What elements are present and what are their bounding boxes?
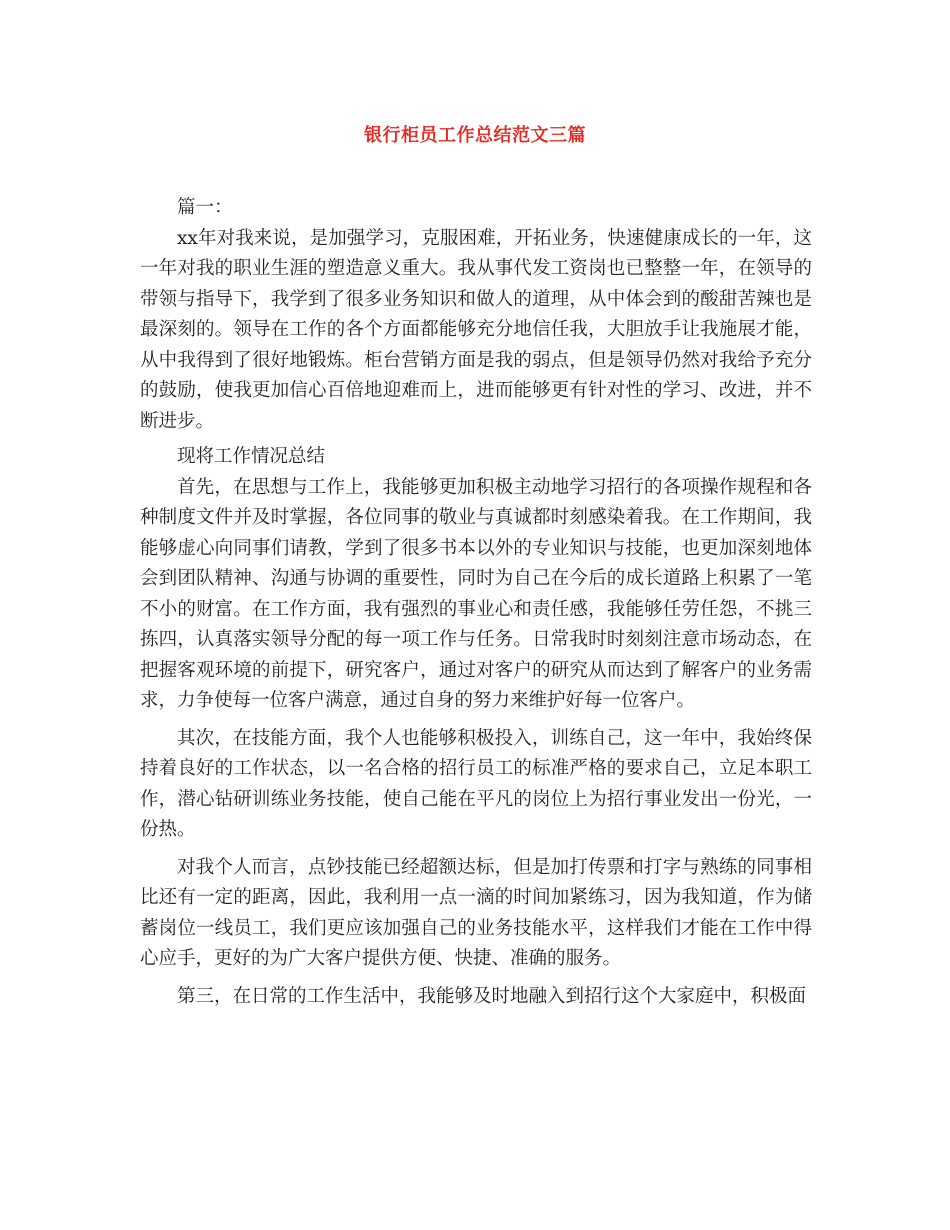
paragraph-heading: 现将工作情况总结 xyxy=(177,446,326,467)
paragraph: 其次，在技能方面，我个人也能够积极投入，训练自己，这一年中，我始终保持着良好的工作状态，以一名合格的招行员工的标准严格的要求自己，立足本职工作，潜心钻研训练业务技能，使自己能在平凡的岗位上为招行事业发出一份光，一份热。 xyxy=(140,727,812,840)
paragraph: 对我个人而言，点钞技能已经超额达标，但是加打传票和打字与熟练的同事相比还有一定的距离，因此，我利用一点一滴的时间加紧练习，因为我知道，作为储蓄岗位一线员工，我们更应该加强自己的业务技能水平，这样我们才能在工作中得心应手，更好的为广大客户提供方便、快捷、准确的服务。 xyxy=(140,856,812,969)
paragraph: 首先，在思想与工作上，我能够更加积极主动地学习招行的各项操作规程和各种制度文件并及时掌握，各位同事的敬业与真诚都时刻感染着我。在工作期间，我能够虚心向同事们请教，学到了很多书本以外的专业知识与技能，也更加深刻地体会到团队精神、沟通与协调的重要性，同时为自己在今后的成长道路上积累了一笔不小的财富。在工作方面，我有强烈的事业心和责任感，我能够任劳任怨，不挑三拣四，认真落实领导分配的每一项工作与任务。日常我时时刻刻注意市场动态，在把握客观环境的前提下，研究客户，通过对客户的研究从而达到了解客户的业务需求，力争使每一位客户满意，通过自身的努力来维护好每一位客户。 xyxy=(140,476,812,711)
document-body xyxy=(140,193,812,1012)
paragraph: 第三，在日常的工作生活中，我能够及时地融入到招行这个大家庭中，积极面 xyxy=(177,985,807,1007)
section-heading: 篇一： xyxy=(177,197,233,218)
document-title: 银行柜员工作总结范文三篇 xyxy=(364,125,586,146)
paragraph: xx年对我来说，是加强学习，克服困难，开拓业务，快速健康成长的一年，这一年对我的职业生涯的塑造意义重大。我从事代发工资岗也已整整一年，在领导的带领与指导下，我学到了很多业务知识和做人的道理，从中体会到的酸甜苦辣也是最深刻的。领导在工作的各个方面都能够充分地信任我，大胆放手让我施展才能，从中我得到了很好地锻炼。柜台营销方面是我的弱点，但是领导仍然对我给予充分的鼓励，使我更加信心百倍地迎难而上，进而能够更有针对性的学习、改进，并不断进步。 xyxy=(140,227,812,432)
